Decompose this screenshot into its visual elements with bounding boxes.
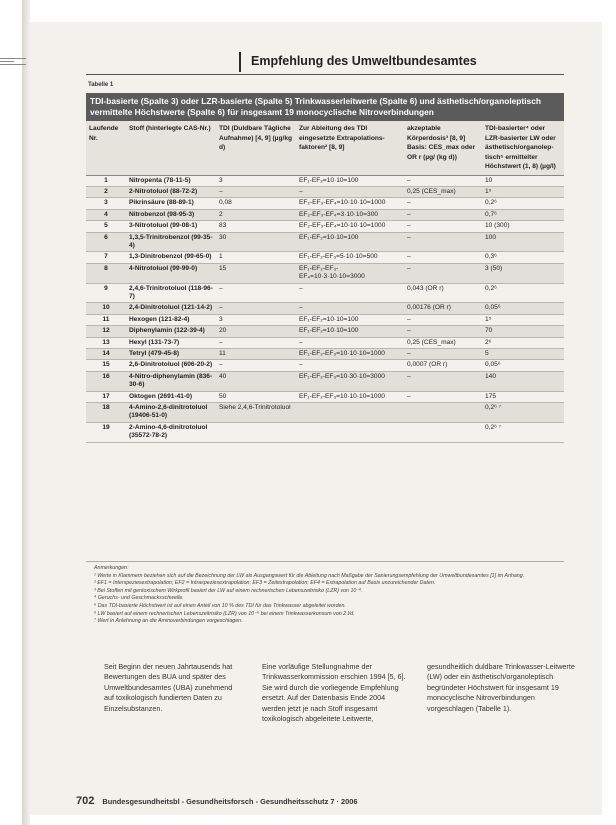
column-header-2: Stoff (hinterlegte CAS-Nr.) xyxy=(126,121,216,175)
table-cell: 9 xyxy=(86,283,126,303)
footnote: ⁶ LW basiert auf einem rechnerischen Lebenszeitrisiko (LZR) von 10⁻⁶ bei einem Trinkwasserkonsum von 2 l/d. xyxy=(94,610,355,617)
table-cell: 18 xyxy=(86,403,126,423)
table-cell: – xyxy=(296,283,404,303)
table-cell: 0,25 (CES_max) xyxy=(404,337,482,348)
footnote: Anmerkungen: xyxy=(94,565,129,571)
table-cell: – xyxy=(404,349,482,360)
table-row xyxy=(86,263,564,283)
table-cell: 175 xyxy=(482,391,564,402)
table-row xyxy=(86,349,564,360)
table-cell: EF₁-EF₂-EF₃=5·10·10=500 xyxy=(296,252,404,263)
body-column-3: gesundheitlich duldbare Trinkwasser-Leitwerte (LW) oder ein ästhetisch/organoleptisch begründeter Höchstwert für insgesamt 19 monocyclische Nitroverbindungen vorgeschlagen (Tabelle 1). xyxy=(427,662,575,713)
table-cell: Hexyl (131-73-7) xyxy=(126,337,216,348)
table-title: TDI-basierte (Spalte 3) oder LZR-basierte (Spalte 5) Trinkwasserleitwerte (Spalte 6) und ästhetisch/organoleptisch vermittelte Höchstwerte (Spalte 6) für insgesamt 19 monocyclische Nitroverbindungen xyxy=(86,93,564,121)
table-cell: 1⁵ xyxy=(482,186,564,197)
table-cell: 13 xyxy=(86,337,126,348)
table-cell: 10 xyxy=(482,175,564,186)
table-row xyxy=(86,198,564,209)
table-cell: Tetryl (479-45-8) xyxy=(126,349,216,360)
table-cell: Oktogen (2691-41-0) xyxy=(126,391,216,402)
table-cell: 5 xyxy=(86,221,126,232)
table-cell: 3-Nitrotoluol (99-08-1) xyxy=(126,221,216,232)
scan-shadow xyxy=(22,0,30,825)
table-label: Tabelle 1 xyxy=(88,82,114,88)
table-row xyxy=(86,232,564,252)
table-cell: Pikrinsäure (88-89-1) xyxy=(126,198,216,209)
table-cell: 11 xyxy=(216,349,296,360)
table-cell: Siehe 2,4,6-Trinitrotoluol xyxy=(216,403,482,423)
table-cell: – xyxy=(216,337,296,348)
table-cell: 0,3⁶ xyxy=(482,252,564,263)
footnote: ³ Bei Stoffen mit gentoxischem Wirkprofil basiert der LW auf einem rechnerischen Lebenszeitrisiko (LZR) von 10⁻⁶. xyxy=(94,587,363,594)
table-cell: EF₁-EF₂=10·10=100 xyxy=(296,175,404,186)
table-cell: – xyxy=(404,198,482,209)
table-cell: 0,2⁶ ⁷ xyxy=(482,422,564,442)
column-header-1: Laufende Nr. xyxy=(86,121,126,175)
column-header-6: TDI-basierter⁴ oder LZR-basierter LW oder ästhetisch/organolep-tisch⁵ ermittelter Höchstwert (1, 8) (µg/l) xyxy=(482,121,564,175)
table-cell: 11 xyxy=(86,314,126,325)
notes-rule xyxy=(86,561,564,562)
table-cell: EF₂-EF₃-EF₄=3·10·10=300 xyxy=(296,209,404,220)
table-cell: 3 xyxy=(216,175,296,186)
table-header-row xyxy=(86,121,564,175)
nitro-compounds-table xyxy=(86,121,564,443)
table-row xyxy=(86,314,564,325)
table-cell: EF₁-EF₂-EF₃-EF₄=10·3·10·10=3000 xyxy=(296,263,404,283)
footnote: ⁷ Wert in Anlehnung an die Aminoverbindungen vorgeschlagen. xyxy=(94,618,243,625)
table-cell: EF₁-EF₂-EF₃=10·10·10=1000 xyxy=(296,391,404,402)
table-cell xyxy=(296,422,404,442)
table-cell: EF₂-EF₃-EF₄=10·10·10=1000 xyxy=(296,221,404,232)
table-cell: 0,2⁶ xyxy=(482,198,564,209)
table-cell: 4-Amino-2,6-dinitrotoluol (19406-51-0) xyxy=(126,403,216,423)
table-cell: – xyxy=(404,391,482,402)
column-header-4: Zur Ableitung des TDI eingesetzte Extrapolations-faktoren² [8, 9] xyxy=(296,121,404,175)
table-cell: 20 xyxy=(216,326,296,337)
table-row xyxy=(86,186,564,197)
table-row xyxy=(86,283,564,303)
column-header-3: TDI (Duldbare Tägliche Aufnahme) [4, 9] (µg/kg d) xyxy=(216,121,296,175)
footnote: ⁵ Das TDI-basierte Höchstwert ist auf einen Anteil von 10 % des TDI für das Trinkwasser abgeleitet worden. xyxy=(94,602,346,609)
table-cell: 50 xyxy=(216,391,296,402)
table-cell: Nitropenta (78-11-5) xyxy=(126,175,216,186)
table-cell: – xyxy=(404,371,482,391)
table-row xyxy=(86,303,564,314)
table-cell: 70 xyxy=(482,326,564,337)
table-cell: 3 (50) xyxy=(482,263,564,283)
table-cell: 0,2⁶ xyxy=(482,283,564,303)
table-cell: – xyxy=(404,252,482,263)
table-cell: 0,00176 (OR r) xyxy=(404,303,482,314)
table-cell: 4-Nitrotoluol (99-99-0) xyxy=(126,263,216,283)
table-cell: 0,25 (CES_max) xyxy=(404,186,482,197)
table-cell: 0,05⁶ xyxy=(482,360,564,371)
table-cell: 5 xyxy=(482,349,564,360)
table-cell: 3 xyxy=(86,198,126,209)
footnote: ⁴ Geruchs- und Geschmacksschwelle. xyxy=(94,595,184,602)
table-cell: 2-Nitrotoluol (88-72-2) xyxy=(126,186,216,197)
table-row xyxy=(86,326,564,337)
table-cell: 2,6-Dinitrotoluol (606-20-2) xyxy=(126,360,216,371)
table-cell: 0,08 xyxy=(216,198,296,209)
table-cell: 14 xyxy=(86,349,126,360)
table-cell: 17 xyxy=(86,391,126,402)
table-cell: 1,3,5-Trinitrobenzol (99-35-4) xyxy=(126,232,216,252)
header-divider xyxy=(239,52,241,72)
table-cell: Diphenylamin (122-39-4) xyxy=(126,326,216,337)
header-rule xyxy=(86,74,564,75)
table-row xyxy=(86,337,564,348)
table-row xyxy=(86,403,564,423)
table-cell: 1,3-Dinitrobenzol (99-65-0) xyxy=(126,252,216,263)
table-cell: 15 xyxy=(86,360,126,371)
table-row xyxy=(86,360,564,371)
table-cell: – xyxy=(216,283,296,303)
table-cell: 8 xyxy=(86,263,126,283)
table-cell: – xyxy=(404,326,482,337)
table-cell: 2,4-Dinitrotoluol (121-14-2) xyxy=(126,303,216,314)
body-column-2: Eine vorläufige Stellungnahme der Trinkwasserkommission erschien 1994 [5, 6]. Sie wird durch die vorliegende Empfehlung ersetzt. Auf der Datenbasis Ende 2004 werden jetzt je nach Stoff insgesamt toxikologisch abgeleitete Leitwerte, xyxy=(262,662,406,724)
table-cell: 6 xyxy=(86,232,126,252)
table-cell: 10 (300) xyxy=(482,221,564,232)
table-cell: 2 xyxy=(216,209,296,220)
table-cell: 10 xyxy=(86,303,126,314)
table-cell: 12 xyxy=(86,326,126,337)
table-cell: EF₁-EF₂-EF₃=10·30·10=3000 xyxy=(296,371,404,391)
table-row xyxy=(86,221,564,232)
page-footer xyxy=(76,795,357,807)
table-cell: – xyxy=(296,337,404,348)
table-cell: – xyxy=(216,186,296,197)
table-cell: 30 xyxy=(216,232,296,252)
table-row xyxy=(86,175,564,186)
table-cell: EF₁-EF₂=10·10=100 xyxy=(296,232,404,252)
footnote: ¹ Werte in Klammern beziehen sich auf die Bezeichnung der LW als Ausgangswert für die Ableitung nach Maßgabe der Sanierungsempfehlung der Umweltbundesamtes [1] im Anhang. xyxy=(94,572,525,579)
page-number: 702 xyxy=(76,795,95,807)
table-cell: – xyxy=(404,209,482,220)
table-cell: EF₁-EF₂=10·10=100 xyxy=(296,326,404,337)
table-cell: 7 xyxy=(86,252,126,263)
table-cell: – xyxy=(296,303,404,314)
table-cell: 2 xyxy=(86,186,126,197)
table-cell: Hexogen (121-82-4) xyxy=(126,314,216,325)
table-cell: 0,2⁶ ⁷ xyxy=(482,403,564,423)
table-cell: 15 xyxy=(216,263,296,283)
scan-margin-marks xyxy=(0,56,26,67)
table-footnotes xyxy=(94,565,556,626)
table-cell: 0,043 (OR r) xyxy=(404,283,482,303)
table-cell xyxy=(216,422,296,442)
table-row xyxy=(86,391,564,402)
table-cell: – xyxy=(404,263,482,283)
table-cell: – xyxy=(216,360,296,371)
column-header-5: akzeptable Körperdosis³ [8, 9] Basis: CES_max oder OR r (µg/ (kg d)) xyxy=(404,121,482,175)
table-cell: – xyxy=(404,221,482,232)
table-cell: EF₁-EF₂=10·10=100 xyxy=(296,314,404,325)
table-cell: 1 xyxy=(216,252,296,263)
table-row xyxy=(86,422,564,442)
footnote: ² EF1 = Interspeziesextrapolation; EF2 = Intraspeziesextrapolation; EF3 = Zeitextrapolation; EF4 = Extrapolation auf Basis unzureichender Daten. xyxy=(94,580,436,587)
table-cell: – xyxy=(216,303,296,314)
table-cell: 1⁵ xyxy=(482,314,564,325)
table-cell: – xyxy=(296,360,404,371)
table-cell: – xyxy=(404,175,482,186)
table-cell: 4-Nitro-diphenylamin (836-30-6) xyxy=(126,371,216,391)
table-cell: Nitrobenzol (98-95-3) xyxy=(126,209,216,220)
table-cell: 3 xyxy=(216,314,296,325)
table-cell: 2,4,6-Trinitrotoluol (118-96-7) xyxy=(126,283,216,303)
body-column-1: Seit Beginn der neuen Jahrtausends hat Bewertungen des BUA und später des Umweltbundesamtes (UBA) zunehmend auf toxikologisch fundierten Daten zu Einzelsubstanzen. xyxy=(104,662,233,713)
table-cell: – xyxy=(404,314,482,325)
table-row xyxy=(86,252,564,263)
table-body xyxy=(86,175,564,442)
table-cell: 0,0007 (OR r) xyxy=(404,360,482,371)
table-cell: 0,05⁶ xyxy=(482,303,564,314)
table-cell: 100 xyxy=(482,232,564,252)
table-cell: 19 xyxy=(86,422,126,442)
table-cell: EF₂-EF₃-EF₄=10·10·10=1000 xyxy=(296,198,404,209)
table-cell: 16 xyxy=(86,371,126,391)
table-row xyxy=(86,209,564,220)
table-cell xyxy=(404,422,482,442)
table-row xyxy=(86,371,564,391)
page-header-title: Empfehlung des Umweltbundesamtes xyxy=(251,54,477,68)
table-cell: 0,7⁶ xyxy=(482,209,564,220)
table-cell: 83 xyxy=(216,221,296,232)
table-cell: 40 xyxy=(216,371,296,391)
table-cell: 4 xyxy=(86,209,126,220)
table-cell: 1 xyxy=(86,175,126,186)
journal-citation: Bundesgesundheitsbl - Gesundheitsforsch - Gesundheitsschutz 7 · 2006 xyxy=(102,797,358,806)
table-cell: 2⁶ xyxy=(482,337,564,348)
table-cell: 140 xyxy=(482,371,564,391)
table-cell: – xyxy=(296,186,404,197)
table-cell: – xyxy=(404,232,482,252)
table-cell: EF₁-EF₂-EF₃=10·10·10=1000 xyxy=(296,349,404,360)
table-cell: 2-Amino-4,6-dinitrotoluol (35572-78-2) xyxy=(126,422,216,442)
